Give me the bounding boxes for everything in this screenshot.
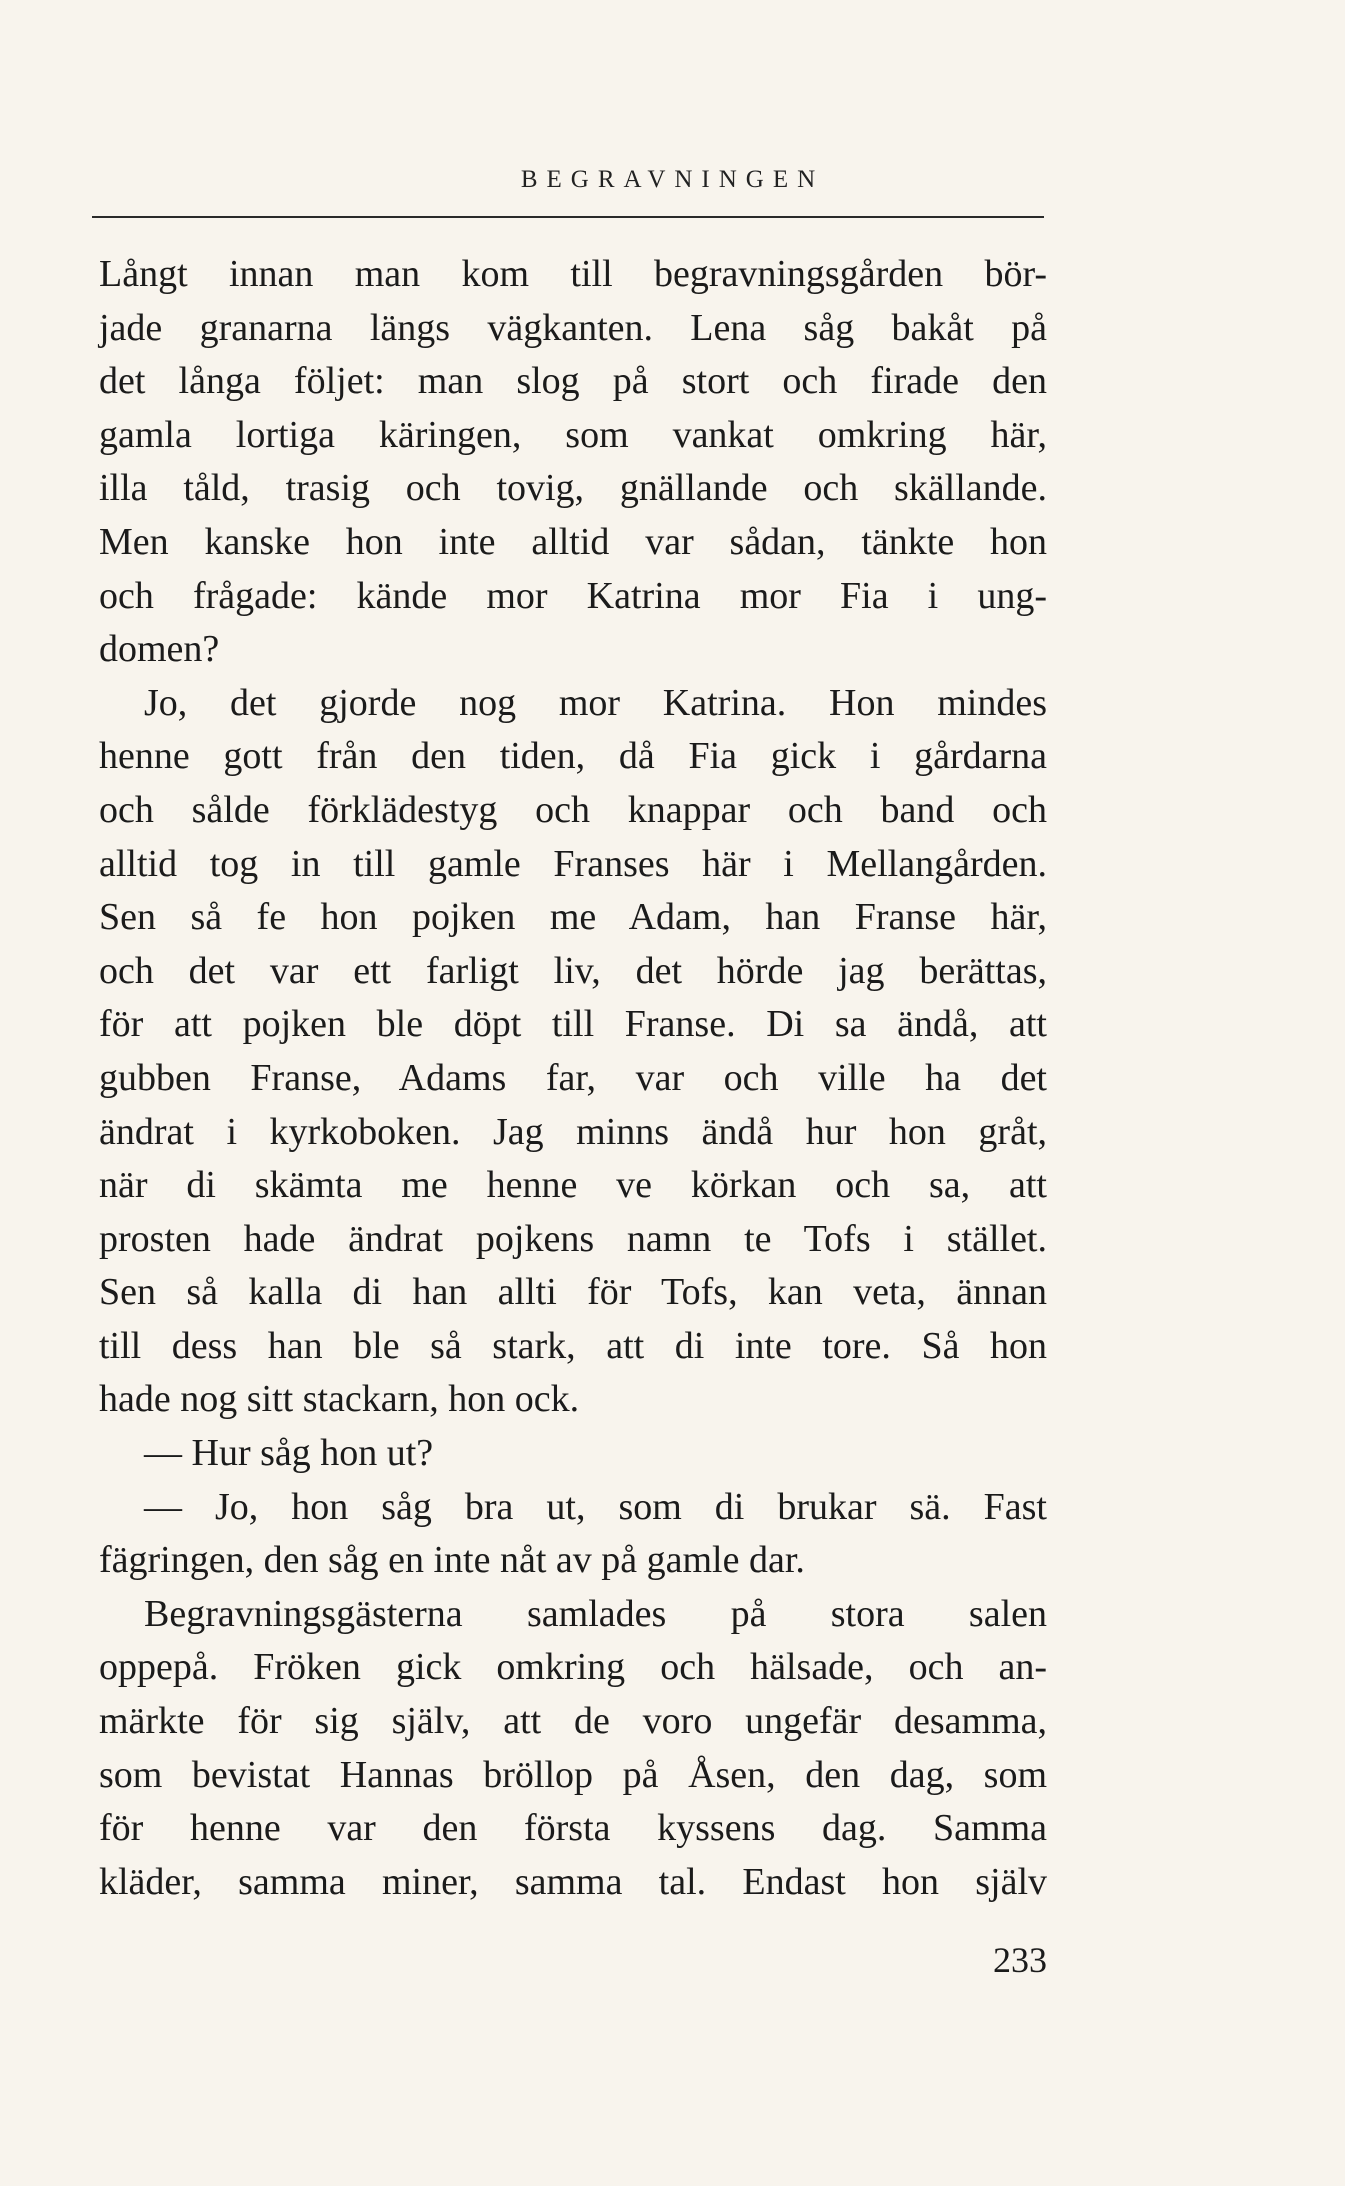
text-line: när di skämta me henne ve körkan och sa, att [99,1164,1047,1207]
text-line: oppepå. Fröken gick omkring och hälsade, och an- [99,1646,1047,1689]
text-line: domen? [99,628,220,671]
text-line: fägringen, den såg en inte nåt av på gamle dar. [99,1539,805,1582]
text-line: hade nog sitt stackarn, hon ock. [99,1378,580,1421]
text-line: till dess han ble så stark, att di inte tore. Så hon [99,1324,1047,1367]
text-line: för henne var den första kyssens dag. Samma [99,1807,1047,1850]
text-line: Sen så fe hon pojken me Adam, han Franse här, [99,896,1047,939]
text-line: illa tåld, trasig och tovig, gnällande och skällande. [99,467,1047,510]
text-line: det långa följet: man slog på stort och firade den [99,360,1047,403]
text-line: och det var ett farligt liv, det hörde jag berättas, [99,949,1047,992]
text-line: gamla lortiga käringen, som vankat omkring här, [99,413,1047,456]
text-line: — Hur såg hon ut? [144,1432,434,1475]
text-line: märkte för sig själv, att de voro ungefär desamma, [99,1700,1047,1743]
text-line: gubben Franse, Adams far, var och ville ha det [99,1056,1047,1099]
page-number: 233 [993,1940,1047,1980]
text-line: för att pojken ble döpt till Franse. Di sa ändå, att [99,1003,1047,1046]
text-line: och frågade: kände mor Katrina mor Fia i ung- [99,574,1047,617]
text-line: jade granarna längs vägkanten. Lena såg bakåt på [99,306,1047,349]
body-text [99,248,1047,1909]
text-line: prosten hade ändrat pojkens namn te Tofs i stället. [99,1217,1047,1260]
text-line: och sålde förklädestyg och knappar och band och [99,788,1047,831]
text-line: Långt innan man kom till begravningsgården bör- [99,253,1047,295]
text-line: som bevistat Hannas bröllop på Åsen, den dag, som [99,1753,1047,1796]
text-line: kläder, samma miner, samma tal. Endast hon själv [99,1860,1047,1903]
text-line: Begravningsgästerna samlades på stora salen [144,1592,1047,1635]
text-line: ändrat i kyrkoboken. Jag minns ändå hur hon gråt, [99,1110,1047,1153]
running-head: BEGRAVNINGEN [520,166,825,193]
text-line: Men kanske hon inte alltid var sådan, tänkte hon [99,520,1047,563]
text-line: alltid tog in till gamle Franses här i Mellangården. [99,842,1047,885]
text-line: henne gott från den tiden, då Fia gick i gårdarna [99,735,1047,778]
header-rule [92,216,1044,218]
text-line: — Jo, hon såg bra ut, som di brukar sä. Fast [144,1485,1047,1528]
text-line: Sen så kalla di han allti för Tofs, kan veta, ännan [99,1271,1047,1314]
text-line: Jo, det gjorde nog mor Katrina. Hon mindes [144,681,1047,724]
